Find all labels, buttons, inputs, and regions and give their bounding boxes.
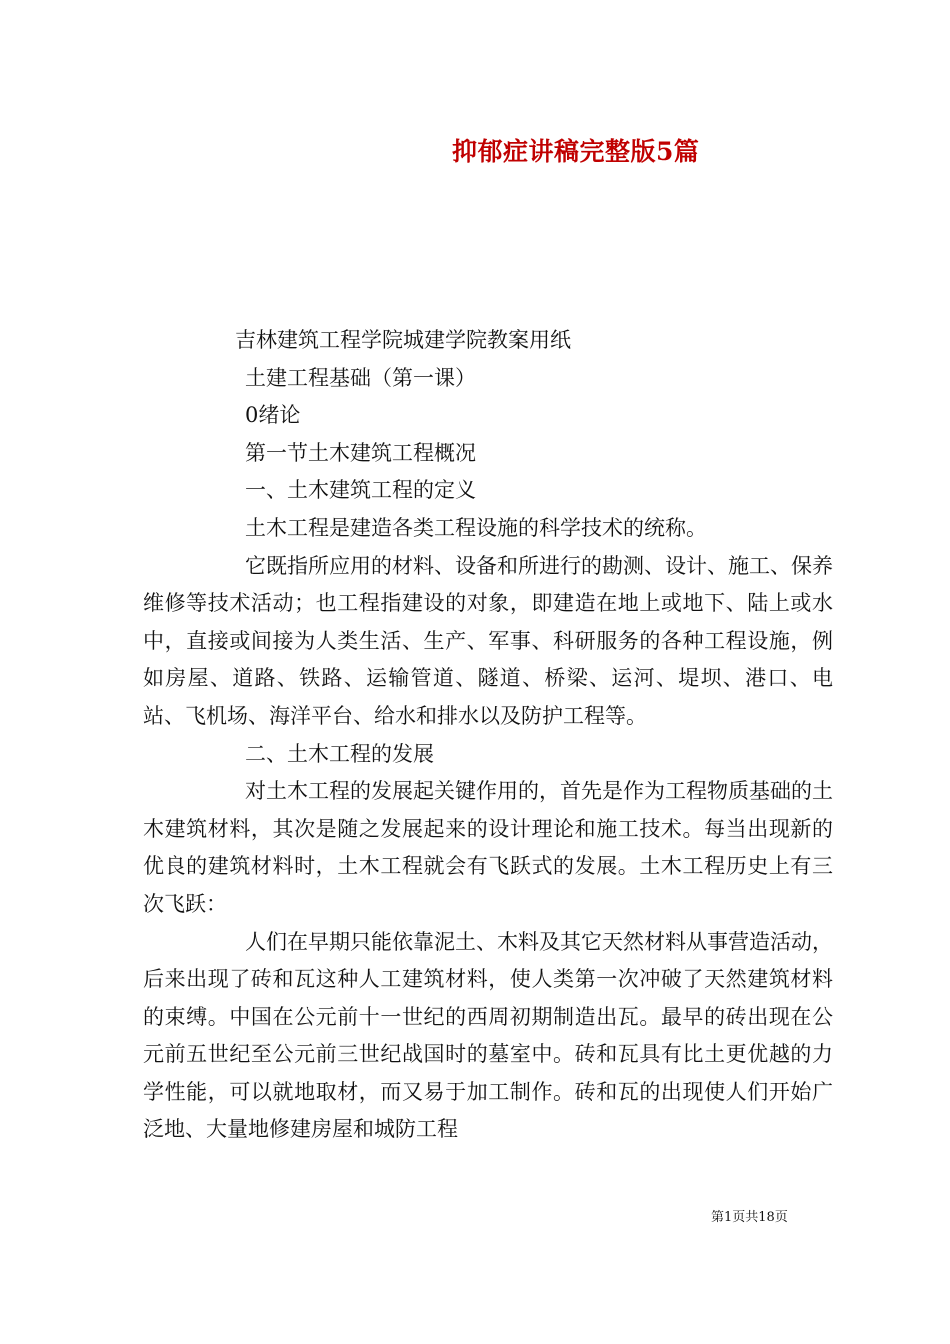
paragraph-definition: 它既指所应用的材料、设备和所进行的勘测、设计、施工、保养维修等技术活动；也工程指建设的对象，即建造在地上或地下、陆上或水中，直接或间接为人类生活、生产、军事、科研服务的各种工程设施，例如房屋、道路、铁路、运输管道、隧道、桥梁、运河、堤坝、港口、电站、飞机场、海洋平台、给水和排水以及防护工程等。 [143,553,833,728]
section-heading: 第一节土木建筑工程概况 [245,440,476,465]
paragraph-history: 人们在早期只能依靠泥土、木料及其它天然材料从事营造活动，后来出现了砖和瓦这种人工建筑材料，使人类第一次冲破了天然建筑材料的束缚。中国在公元前十一世纪的西周初期制造出瓦。最早的砖出现在公元前五世纪至公元前三世纪战国时的墓室中。砖和瓦具有比土更优越的力学性能，可以就地取材，而又易于加工制作。砖和瓦的出现使人们开始广泛地、大量地修建房屋和城防工程 [143,929,833,1142]
course-heading: 土建工程基础（第一课） [245,365,476,390]
page-footer: 第1页共18页 [711,1210,788,1225]
subsection-heading-2: 二、土木工程的发展 [245,741,434,766]
school-heading: 吉林建筑工程学院城建学院教案用纸 [235,328,571,352]
paragraph-development: 对土木工程的发展起关键作用的，首先是作为工程物质基础的土木建筑材料，其次是随之发展起来的设计理论和施工技术。每当出现新的优良的建筑材料时，土木工程就会有飞跃式的发展。土木工程历史上有三次飞跃： [143,779,833,916]
document-body [143,322,833,1149]
chapter-heading: 0绪论 [245,403,301,428]
definition-line: 土木工程是建造各类工程设施的科学技术的统称。 [245,515,707,540]
subsection-heading-1: 一、土木建筑工程的定义 [245,478,476,503]
document-title: 抑郁症讲稿完整版5篇 [452,137,700,166]
